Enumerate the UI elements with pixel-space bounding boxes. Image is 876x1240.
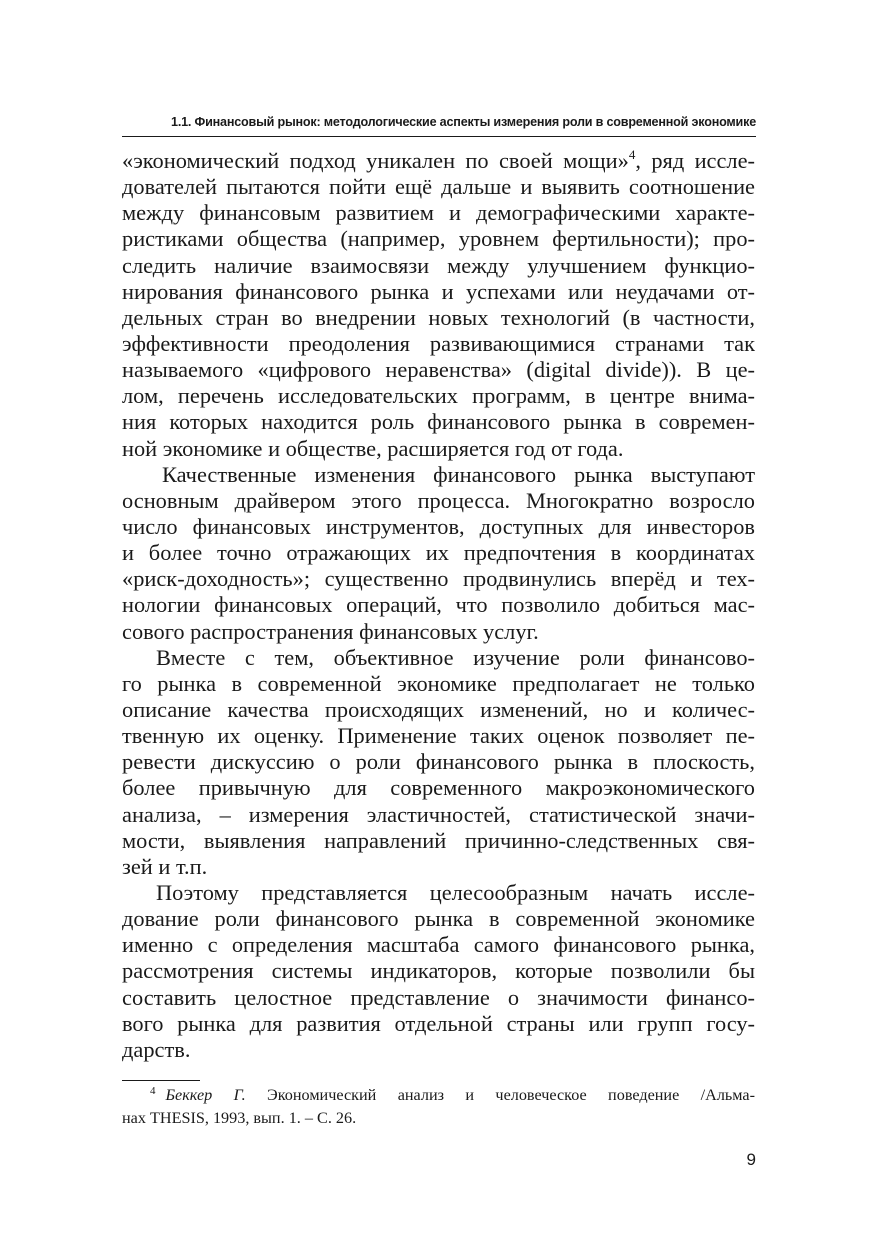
text-line: нологии финансовых операций, что позволило добиться мас-: [122, 592, 755, 618]
text-line: именно с определения масштаба самого финансового рынка,: [122, 932, 755, 958]
footnote-rule: [122, 1080, 200, 1081]
text-line: дельных стран во внедрении новых технологий (в частности,: [122, 304, 755, 330]
text-line: основным драйвером этого процесса. Многократно возросло: [122, 487, 755, 513]
text-line: мости, выявления направлений причинно-следственных свя-: [122, 827, 755, 853]
page-number: 9: [746, 1150, 756, 1169]
text-line: дователей пытаются пойти ещё дальше и выявить соотношение: [122, 174, 755, 200]
text-line: ной экономике и обществе, расширяется год от года.: [122, 435, 624, 461]
text-line: ревести дискуссию о роли финансового рынка в плоскость,: [122, 749, 755, 775]
footnote: [122, 1084, 755, 1129]
footnote-author: Беккер Г.: [165, 1086, 246, 1104]
text-line: го рынка в современной экономике предполагает не только: [122, 670, 755, 696]
text-line: Качественные изменения финансового рынка выступают: [162, 461, 755, 487]
text-line: число финансовых инструментов, доступных для инвесторов: [122, 513, 755, 539]
text-line: анализа, – измерения эластичностей, статистической значи-: [122, 801, 755, 827]
text-line: Поэтому представляется целесообразным начать иссле-: [156, 879, 755, 905]
paragraph-1: [122, 148, 755, 462]
text-line: между финансовым развитием и демографическими характе-: [122, 200, 755, 226]
text-line: более привычную для современного макроэкономического: [122, 775, 755, 801]
paragraph-3: [122, 645, 755, 880]
text-line: вого рынка для развития отдельной страны или групп госу-: [122, 1010, 755, 1036]
body-text: [122, 148, 755, 1063]
text-line: называемого «цифрового неравенства» (digital divide)). В це-: [122, 357, 755, 383]
text-line: ния которых находится роль финансового рынка в современ-: [122, 409, 755, 435]
text-line: описание качества происходящих изменений, но и количес-: [122, 696, 755, 722]
footnote-reference[interactable]: 4: [628, 147, 636, 162]
header-rule: [122, 136, 756, 137]
text-line: зей и т.п.: [122, 853, 208, 879]
text-line: дование роли финансового рынка в современной экономике: [122, 906, 755, 932]
text-line: твенную их оценку. Применение таких оценок позволяет пе-: [122, 723, 755, 749]
footnote-line: нах THESIS, 1993, вып. 1. – С. 26.: [122, 1108, 357, 1127]
footnote-line: 4 Беккер Г. Экономический анализ и человеческое поведение /Альма-: [150, 1085, 755, 1104]
paragraph-4: [122, 880, 755, 1063]
text-line: «экономический подход уникален по своей мощи»$^4$, ряд иссле-: [122, 147, 756, 173]
text-line: сового распространения финансовых услуг.: [122, 618, 539, 644]
text-line: «риск-доходность»; существенно продвинулись вперёд и тех-: [122, 566, 755, 592]
paragraph-2: [122, 462, 755, 645]
text-line: ристиками общества (например, уровнем фертильности); про-: [122, 226, 755, 252]
text-line: дарств.: [122, 1036, 191, 1062]
text-line: нирования финансового рынка и успехами или неудачами от-: [122, 278, 755, 304]
text-line: эффективности преодоления развивающимися странами так: [122, 330, 755, 356]
text-line: лом, перечень исследовательских программ, в центре внима-: [122, 383, 755, 409]
text-line: следить наличие взаимосвязи между улучшением функцио-: [122, 252, 755, 278]
text-line: составить целостное представление о значимости финансо-: [122, 984, 755, 1010]
text-line: Вместе с тем, объективное изучение роли финансово-: [156, 644, 755, 670]
text-line: и более точно отражающих их предпочтения в координатах: [122, 540, 755, 566]
text-line: рассмотрения системы индикаторов, которые позволили бы: [122, 958, 755, 984]
running-head: 1.1. Финансовый рынок: методологические аспекты измерения роли в современной экономике: [171, 115, 756, 129]
